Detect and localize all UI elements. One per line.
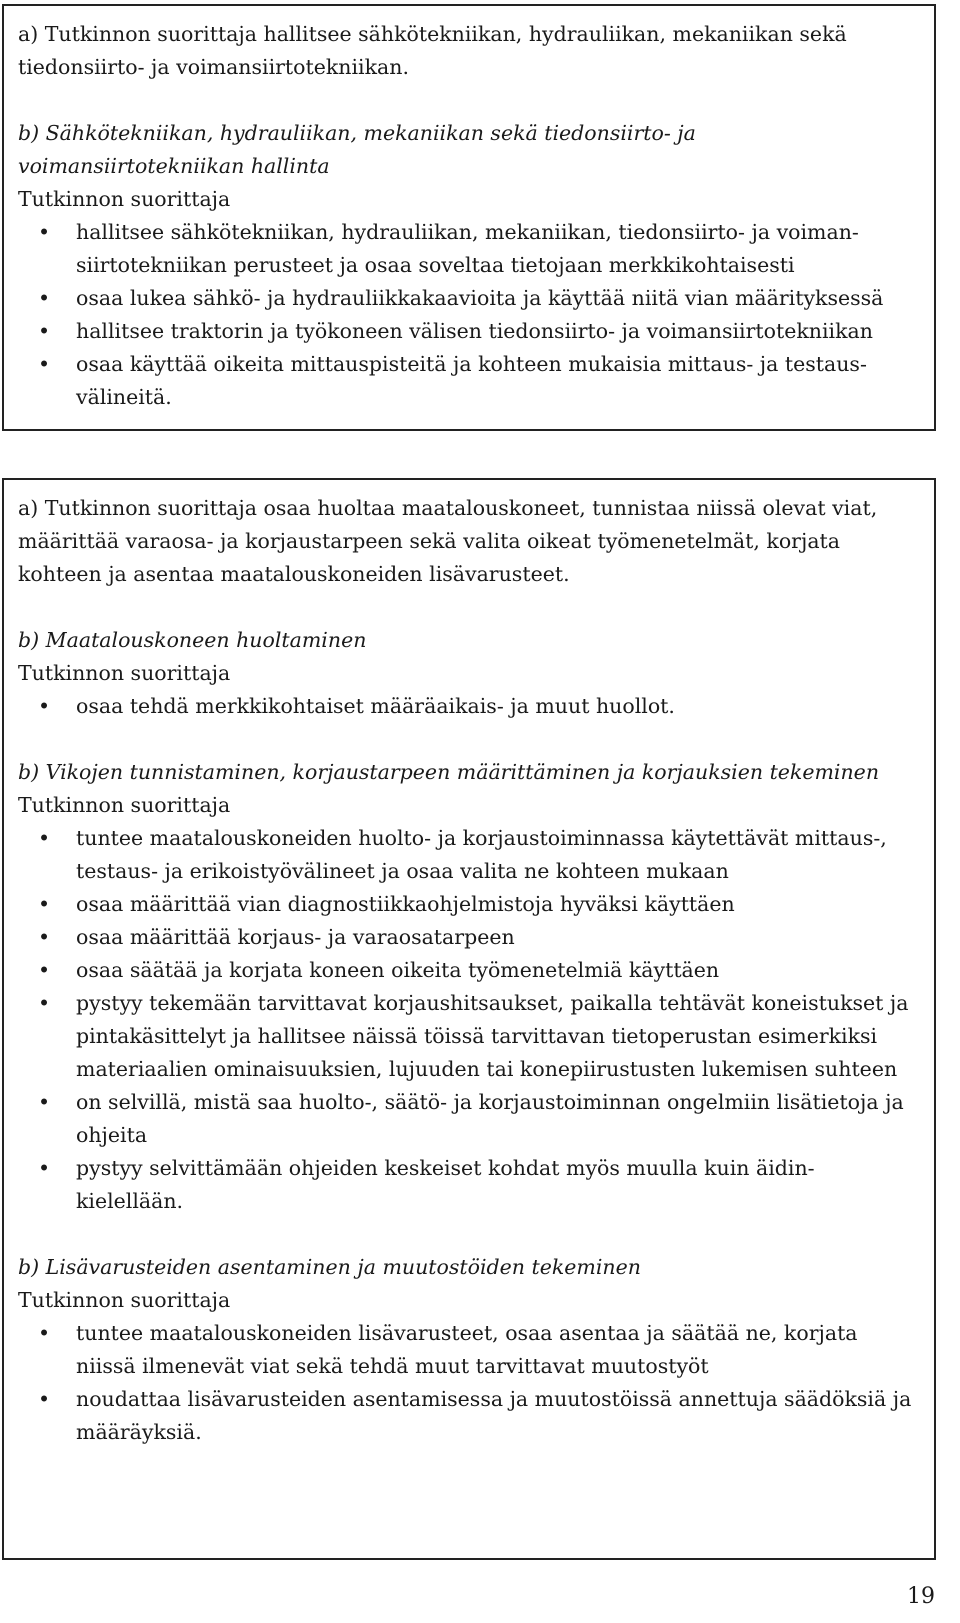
bullet-icon: •	[38, 1156, 51, 1180]
bullet-list	[18, 1317, 920, 1449]
bullet-icon: •	[38, 220, 51, 244]
objective-paragraph: a) Tutkinnon suorittaja osaa huoltaa maatalouskoneet, tunnistaa niissä olevat viat, määrittää varaosa- ja korjaustarpeen sekä valita oikeat työmenetelmät, korjata kohteen ja asentaa maatalouskoneiden lisävarusteet.	[18, 496, 878, 586]
section-heading: b) Lisävarusteiden asentaminen ja muutostöiden tekeminen	[18, 1255, 641, 1279]
bullet-icon: •	[38, 319, 51, 343]
list-item: • osaa lukea sähkö- ja hydrauliikkakaavioita ja käyttää niitä vian määrityksessä	[18, 282, 920, 315]
section-heading: b) Maatalouskoneen huoltaminen	[18, 628, 367, 652]
bullet-icon: •	[38, 352, 51, 376]
bullet-icon: •	[38, 991, 51, 1015]
bullet-icon: •	[38, 958, 51, 982]
bullet-list	[18, 216, 920, 414]
bullet-icon: •	[38, 694, 51, 718]
bullet-icon: •	[38, 826, 51, 850]
competence-box-1	[2, 4, 936, 431]
bullet-icon: •	[38, 286, 51, 310]
section-subject: Tutkinnon suorittaja	[18, 1288, 231, 1312]
list-item: • osaa määrittää korjaus- ja varaosatarpeen	[18, 921, 920, 954]
list-item: • hallitsee traktorin ja työkoneen välisen tiedonsiirto- ja voimansiirtotekniikan	[18, 315, 920, 348]
list-item: • tuntee maatalouskoneiden lisävarusteet, osaa asentaa ja säätää ne, korjata niissä ilmenevät viat sekä tehdä muut tarvittavat muutostyöt	[18, 1317, 920, 1383]
list-item: • osaa määrittää vian diagnostiikkaohjelmistoja hyväksi käyttäen	[18, 888, 920, 921]
list-item: • pystyy tekemään tarvittavat korjaushitsaukset, paikalla tehtävät koneistukset ja pintakäsittelyt ja hallitsee näissä töissä tarvittavan tietoperustan esimerkiksi materiaalien ominaisuuksien, lujuuden tai konepiirustusten lukemisen suhteen	[18, 987, 920, 1086]
list-item: • osaa säätää ja korjata koneen oikeita työmenetelmiä käyttäen	[18, 954, 920, 987]
objective-paragraph: a) Tutkinnon suorittaja hallitsee sähkötekniikan, hydrauliikan, mekaniikan sekä tiedonsiirto- ja voimansiirtotekniikan.	[18, 22, 847, 79]
list-item: • osaa tehdä merkkikohtaiset määräaikais- ja muut huollot.	[18, 690, 920, 723]
list-item: • noudattaa lisävarusteiden asentamisessa ja muutostöissä annettuja säädöksiä ja määräyksiä.	[18, 1383, 920, 1449]
section-subject: Tutkinnon suorittaja	[18, 793, 231, 817]
competence-box-2	[2, 478, 936, 1560]
list-item: • pystyy selvittämään ohjeiden keskeiset kohdat myös muulla kuin äidin- kielellään.	[18, 1152, 920, 1218]
list-item: • on selvillä, mistä saa huolto-, säätö- ja korjaustoiminnan ongelmiin lisätietoja ja ohjeita	[18, 1086, 920, 1152]
section-heading: b) Sähkötekniikan, hydrauliikan, mekaniikan sekä tiedonsiirto- ja voimansiirtotekniikan hallinta	[18, 121, 696, 178]
section-heading: b) Vikojen tunnistaminen, korjaustarpeen määrittäminen ja korjauksien tekeminen	[18, 760, 880, 784]
bullet-icon: •	[38, 892, 51, 916]
bullet-icon: •	[38, 1387, 51, 1411]
list-item: • osaa käyttää oikeita mittauspisteitä ja kohteen mukaisia mittaus- ja testaus- välineitä.	[18, 348, 920, 414]
bullet-list	[18, 822, 920, 1218]
list-item: • hallitsee sähkötekniikan, hydrauliikan, mekaniikan, tiedonsiirto- ja voiman- siirtotekniikan perusteet ja osaa soveltaa tietojaan merkkikohtaisesti	[18, 216, 920, 282]
section-subject: Tutkinnon suorittaja	[18, 187, 231, 211]
section-subject: Tutkinnon suorittaja	[18, 661, 231, 685]
bullet-icon: •	[38, 925, 51, 949]
bullet-list	[18, 690, 920, 723]
page-number: 19	[907, 1584, 935, 1609]
bullet-icon: •	[38, 1090, 51, 1114]
bullet-icon: •	[38, 1321, 51, 1345]
list-item: • tuntee maatalouskoneiden huolto- ja korjaustoiminnassa käytettävät mittaus-, testaus- ja erikoistyövälineet ja osaa valita ne kohteen mukaan	[18, 822, 920, 888]
